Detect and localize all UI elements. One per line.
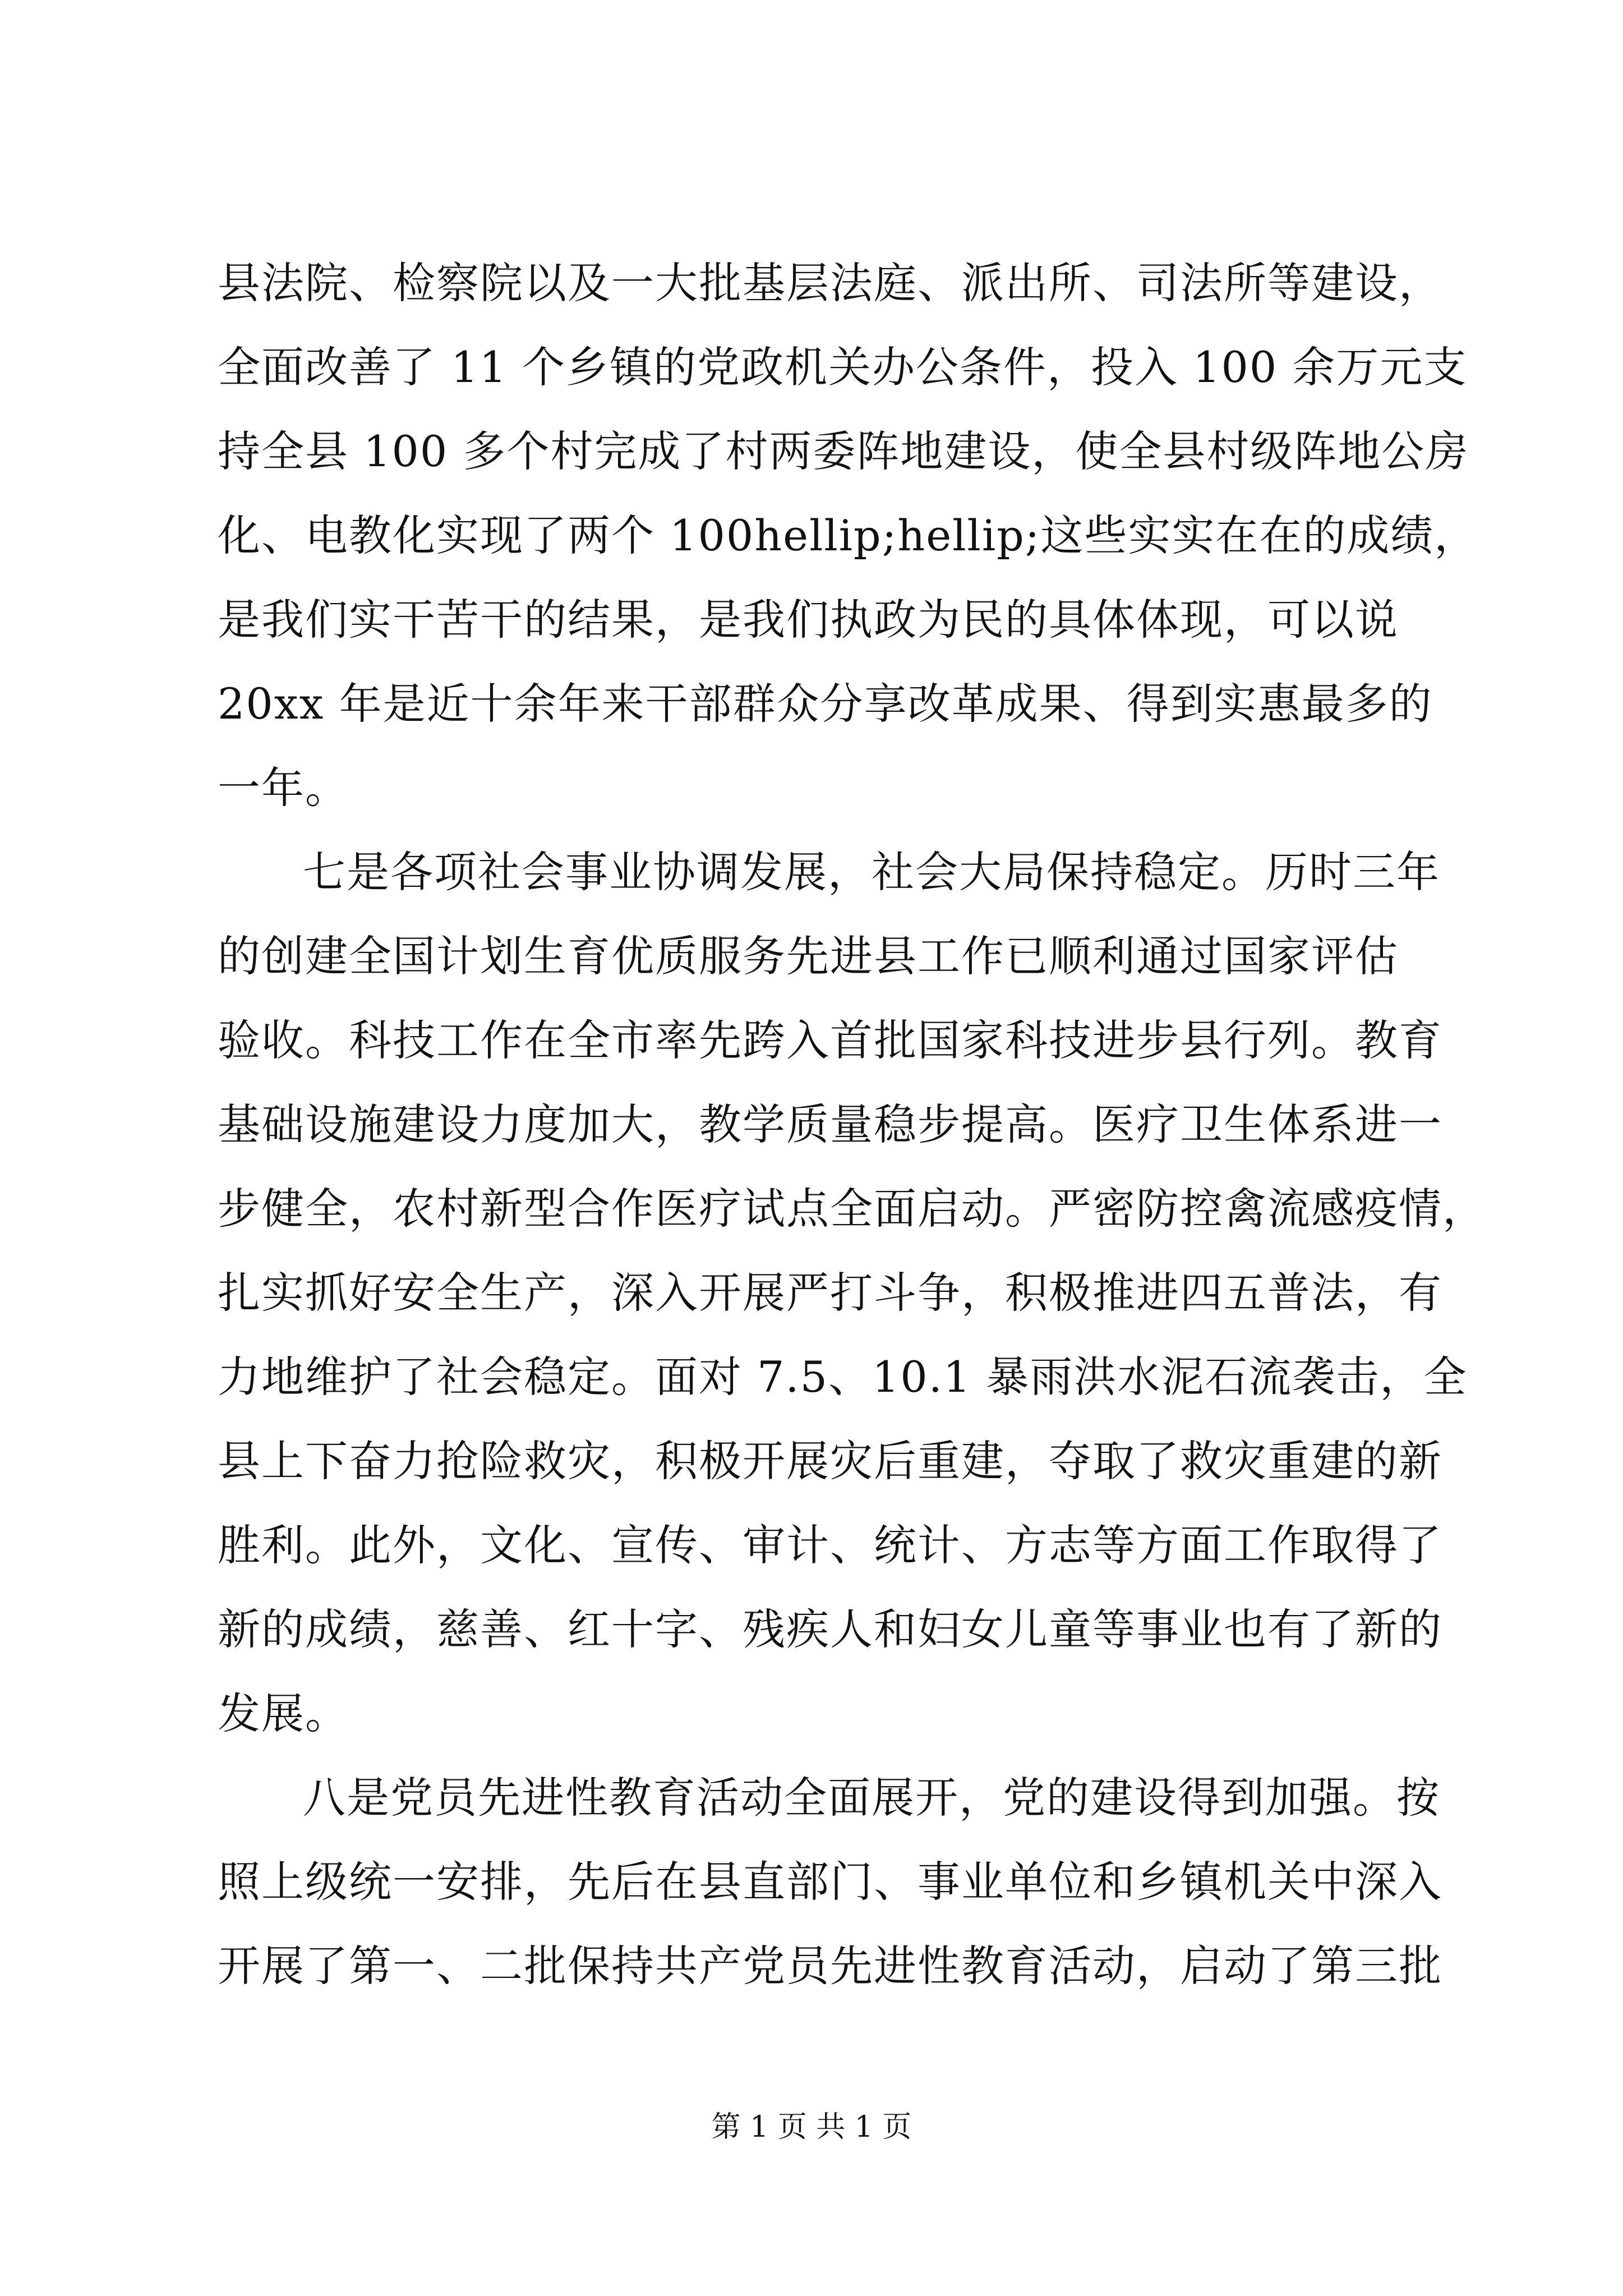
text-line: 县法院、检察院以及一大批基层法庭、派出所、司法所等建设， [218,258,1442,308]
text-line: 持全县 100 多个村完成了村两委阵地建设，使全县村级阵地公房 [218,426,1469,476]
text-line: 基础设施建设力度加大，教学质量稳步提高。医疗卫生体系进一 [218,1099,1442,1149]
text-line: 化、电教化实现了两个 100hellip;hellip;这些实实在在的成绩， [218,510,1478,560]
text-line: 照上级统一安排，先后在县直部门、事业单位和乡镇机关中深入 [218,1857,1442,1907]
text-line: 验收。科技工作在全市率先跨入首批国家科技进步县行列。教育 [218,1015,1442,1065]
text-line: 扎实抓好安全生产，深入开展严打斗争，积极推进四五普法，有 [218,1268,1442,1318]
text-line: 步健全，农村新型合作医疗试点全面启动。严密防控禽流感疫情， [218,1184,1486,1234]
text-line: 新的成绩，慈善、红十字、残疾人和妇女儿童等事业也有了新的 [218,1604,1442,1654]
text-line: 20xx 年是近十余年来干部群众分享改革成果、得到实惠最多的 [218,679,1433,729]
text-line: 发展。 [218,1688,349,1738]
text-line: 力地维护了社会稳定。面对 7.5、10.1 暴雨洪水泥石流袭击，全 [218,1352,1468,1402]
text-line: 胜利。此外，文化、宣传、审计、统计、方志等方面工作取得了 [218,1520,1442,1570]
text-line: 一年。 [218,763,349,813]
text-line: 县上下奋力抢险救灾，积极开展灾后重建，夺取了救灾重建的新 [218,1436,1442,1486]
text-line: 的创建全国计划生育优质服务先进县工作已顺利通过国家评估 [218,931,1399,981]
paragraph-first-line: 七是各项社会事业协调发展，社会大局保持稳定。历时三年 [303,847,1440,897]
page-number-footer: 第 1 页 共 1 页 [711,2110,912,2144]
text-line: 开展了第一、二批保持共产党员先进性教育活动，启动了第三批 [218,1941,1442,1991]
paragraph-first-line: 八是党员先进性教育活动全面展开，党的建设得到加强。按 [303,1773,1440,1823]
text-line: 是我们实干苦干的结果，是我们执政为民的具体体现，可以说 [218,595,1399,645]
text-line: 全面改善了 11 个乡镇的党政机关办公条件，投入 100 余万元支 [218,342,1468,392]
